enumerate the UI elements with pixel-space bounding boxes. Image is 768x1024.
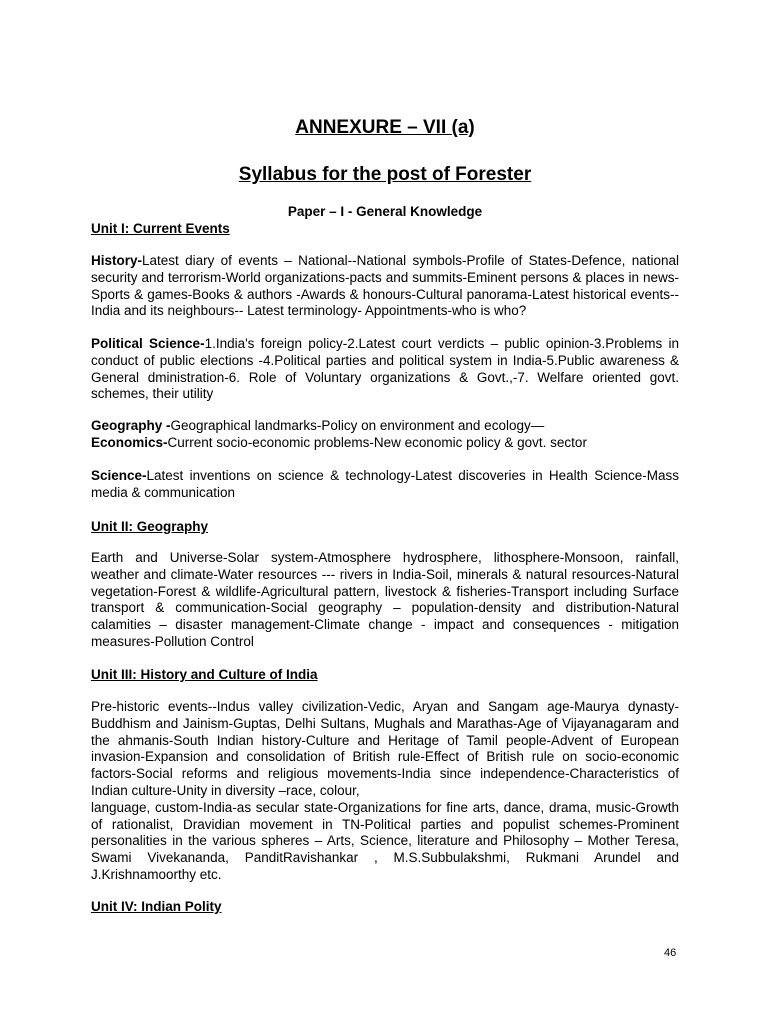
- unit-3-heading: Unit III: History and Culture of India: [91, 667, 318, 682]
- unit-3-text-part-a: Pre-historic events--Indus valley civilization-Vedic, Aryan and Sangam age-Maurya dynasty-Buddhism and Jainism-Guptas, Delhi Sultans, Mughals and Marathas-Age of Vijayanagaram and the ahmanis-South Indian history-Culture and Heritage of Tamil people-Advent of European invasion-Expansion and consolidation of British rule-Effect of British rule on socio-economic factors-Social reforms and religious movements-India since independence-Characteristics of Indian culture-Unity in diversity –race, colour,: [91, 699, 679, 798]
- geography-text: Geographical landmarks-Policy on environment and ecology—: [170, 418, 545, 433]
- unit-3-text-part-b: language, custom-India-as secular state-Organizations for fine arts, dance, drama, music-Growth of rationalist, Dravidian movement in TN-Political parties and populist schemes-Prominent personalities in the various spheres – Arts, Science, literature and Philosophy – Mother Teresa, Swami Vivekananda, PanditRavishankar , M.S.Subbulakshmi, Rukmani Arundel and J.Krishnamoorthy etc.: [91, 799, 679, 882]
- economics-label: Economics-: [91, 434, 168, 450]
- unit-1-heading: Unit I: Current Events: [91, 221, 230, 236]
- unit-2-text: Earth and Universe-Solar system-Atmosphere hydrosphere, lithosphere-Monsoon, rainfall, weather and climate-Water resources --- rivers in India-Soil, minerals & natural resources-Natural vegetation-Forest & wildlife-Agricultural pattern, livestock & fisheries-Transport including Surface transport & communication-Social geography – population-density and distribution-Natural calamities – disaster management-Climate change - impact and consequences - mitigation measures-Pollution Control: [91, 550, 679, 649]
- economics-text: Current socio-economic problems-New economic policy & govt. sector: [167, 434, 587, 450]
- political-science-label: Political Science-: [91, 336, 205, 351]
- geography-economics-paragraph: [91, 418, 679, 452]
- page-number: 46: [664, 947, 677, 959]
- unit-2-heading: Unit II: Geography: [91, 519, 209, 534]
- history-paragraph: [91, 253, 679, 320]
- science-label: Science-: [91, 468, 147, 483]
- paper-title: Paper – I - General Knowledge: [287, 204, 483, 219]
- geography-label: Geography -: [91, 418, 171, 433]
- history-label: History-: [91, 253, 143, 268]
- political-science-paragraph: [91, 336, 679, 403]
- science-text: Latest inventions on science & technology-Latest discoveries in Health Science-Mass media & communication: [91, 468, 679, 500]
- science-paragraph: [91, 468, 679, 502]
- unit-4-heading: Unit IV: Indian Polity: [91, 899, 222, 914]
- annexure-title: ANNEXURE – VII (a): [295, 117, 475, 138]
- syllabus-title: Syllabus for the post of Forester: [238, 164, 532, 185]
- unit-3-text: [91, 699, 679, 884]
- history-text: Latest diary of events – National--National symbols-Profile of States-Defence, national security and terrorism-World organizations-pacts and summits-Eminent persons & places in news-Sports & games-Books & authors -Awards & honours-Cultural panorama-Latest historical events-- India and its neighbours-- Latest terminology- Appointments-who is who?: [91, 253, 679, 319]
- political-science-text: 1.India's foreign policy-2.Latest court verdicts – public opinion-3.Problems in conduct of public elections -4.Political parties and political system in India-5.Public awareness & General dministration-6. Role of Voluntary organizations & Govt.,-7. Welfare oriented govt. schemes, their utility: [91, 336, 679, 402]
